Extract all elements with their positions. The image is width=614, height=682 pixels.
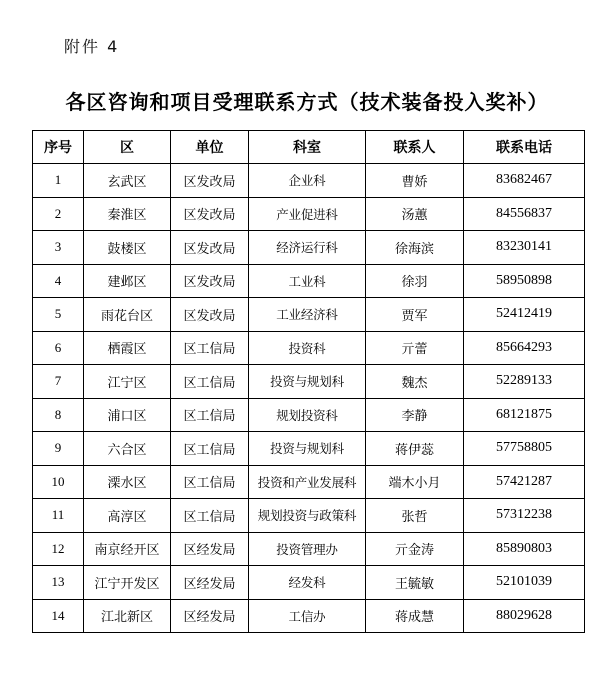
cell-contact: 徐海滨 [366, 231, 464, 265]
cell-seq: 6 [33, 331, 84, 365]
cell-unit: 区工信局 [171, 499, 249, 533]
cell-seq: 13 [33, 566, 84, 600]
cell-contact: 亓蕾 [366, 331, 464, 365]
cell-phone: 85664293 [464, 331, 585, 365]
cell-district: 南京经开区 [84, 532, 171, 566]
table-row [33, 331, 585, 365]
cell-contact: 徐羽 [366, 264, 464, 298]
table-row [33, 197, 585, 231]
cell-district: 雨花台区 [84, 298, 171, 332]
cell-unit: 区发改局 [171, 231, 249, 265]
cell-office: 投资与规划科 [249, 432, 366, 466]
cell-office: 投资和产业发展科 [249, 465, 366, 499]
cell-office: 规划投资科 [249, 398, 366, 432]
cell-office: 企业科 [249, 164, 366, 198]
cell-seq: 7 [33, 365, 84, 399]
cell-district: 浦口区 [84, 398, 171, 432]
cell-contact: 张哲 [366, 499, 464, 533]
cell-office: 规划投资与政策科 [249, 499, 366, 533]
cell-contact: 汤蕙 [366, 197, 464, 231]
cell-unit: 区发改局 [171, 164, 249, 198]
cell-phone: 83230141 [464, 231, 585, 265]
cell-phone: 52101039 [464, 566, 585, 600]
table-row [33, 432, 585, 466]
table-row [33, 365, 585, 399]
table-row [33, 532, 585, 566]
cell-seq: 3 [33, 231, 84, 265]
header-unit: 单位 [171, 131, 249, 164]
table-row [33, 231, 585, 265]
cell-seq: 12 [33, 532, 84, 566]
cell-unit: 区发改局 [171, 264, 249, 298]
cell-contact: 端木小月 [366, 465, 464, 499]
cell-phone: 58950898 [464, 264, 585, 298]
cell-contact: 贾军 [366, 298, 464, 332]
cell-district: 秦淮区 [84, 197, 171, 231]
cell-phone: 57312238 [464, 499, 585, 533]
cell-district: 高淳区 [84, 499, 171, 533]
cell-seq: 11 [33, 499, 84, 533]
cell-office: 工业经济科 [249, 298, 366, 332]
cell-contact: 蒋伊蕊 [366, 432, 464, 466]
cell-seq: 8 [33, 398, 84, 432]
cell-seq: 1 [33, 164, 84, 198]
cell-unit: 区工信局 [171, 365, 249, 399]
cell-district: 江宁开发区 [84, 566, 171, 600]
contacts-table [32, 130, 585, 633]
cell-seq: 10 [33, 465, 84, 499]
cell-unit: 区工信局 [171, 465, 249, 499]
table-row [33, 164, 585, 198]
cell-phone: 57421287 [464, 465, 585, 499]
cell-phone: 52289133 [464, 365, 585, 399]
cell-contact: 曹娇 [366, 164, 464, 198]
cell-seq: 14 [33, 599, 84, 633]
cell-office: 经发科 [249, 566, 366, 600]
cell-office: 投资管理办 [249, 532, 366, 566]
cell-district: 栖霞区 [84, 331, 171, 365]
cell-contact: 李静 [366, 398, 464, 432]
header-district: 区 [84, 131, 171, 164]
cell-contact: 亓金涛 [366, 532, 464, 566]
header-phone: 联系电话 [464, 131, 585, 164]
cell-office: 投资科 [249, 331, 366, 365]
table-header-row [33, 131, 585, 164]
cell-phone: 52412419 [464, 298, 585, 332]
cell-office: 产业促进科 [249, 197, 366, 231]
table-row [33, 599, 585, 633]
table-row [33, 566, 585, 600]
cell-contact: 王毓敏 [366, 566, 464, 600]
cell-contact: 魏杰 [366, 365, 464, 399]
cell-district: 鼓楼区 [84, 231, 171, 265]
table-row [33, 465, 585, 499]
cell-district: 江北新区 [84, 599, 171, 633]
cell-unit: 区工信局 [171, 432, 249, 466]
cell-seq: 9 [33, 432, 84, 466]
cell-office: 经济运行科 [249, 231, 366, 265]
cell-phone: 85890803 [464, 532, 585, 566]
cell-phone: 88029628 [464, 599, 585, 633]
cell-phone: 68121875 [464, 398, 585, 432]
cell-seq: 4 [33, 264, 84, 298]
header-office: 科室 [249, 131, 366, 164]
cell-office: 工信办 [249, 599, 366, 633]
table-row [33, 264, 585, 298]
cell-district: 溧水区 [84, 465, 171, 499]
cell-district: 建邺区 [84, 264, 171, 298]
attachment-label: 附件 4 [64, 37, 120, 56]
cell-unit: 区工信局 [171, 398, 249, 432]
cell-unit: 区发改局 [171, 298, 249, 332]
cell-district: 江宁区 [84, 365, 171, 399]
table-row [33, 398, 585, 432]
table-row [33, 499, 585, 533]
page-title: 各区咨询和项目受理联系方式（技术装备投入奖补） [65, 90, 549, 114]
cell-office: 投资与规划科 [249, 365, 366, 399]
cell-seq: 2 [33, 197, 84, 231]
header-seq: 序号 [33, 131, 84, 164]
cell-office: 工业科 [249, 264, 366, 298]
cell-unit: 区工信局 [171, 331, 249, 365]
cell-unit: 区经发局 [171, 566, 249, 600]
cell-district: 六合区 [84, 432, 171, 466]
cell-unit: 区发改局 [171, 197, 249, 231]
cell-district: 玄武区 [84, 164, 171, 198]
cell-seq: 5 [33, 298, 84, 332]
table-row [33, 298, 585, 332]
cell-phone: 57758805 [464, 432, 585, 466]
cell-unit: 区经发局 [171, 599, 249, 633]
cell-phone: 84556837 [464, 197, 585, 231]
cell-contact: 蒋成慧 [366, 599, 464, 633]
table-body [33, 164, 585, 633]
header-contact: 联系人 [366, 131, 464, 164]
cell-phone: 83682467 [464, 164, 585, 198]
cell-unit: 区经发局 [171, 532, 249, 566]
